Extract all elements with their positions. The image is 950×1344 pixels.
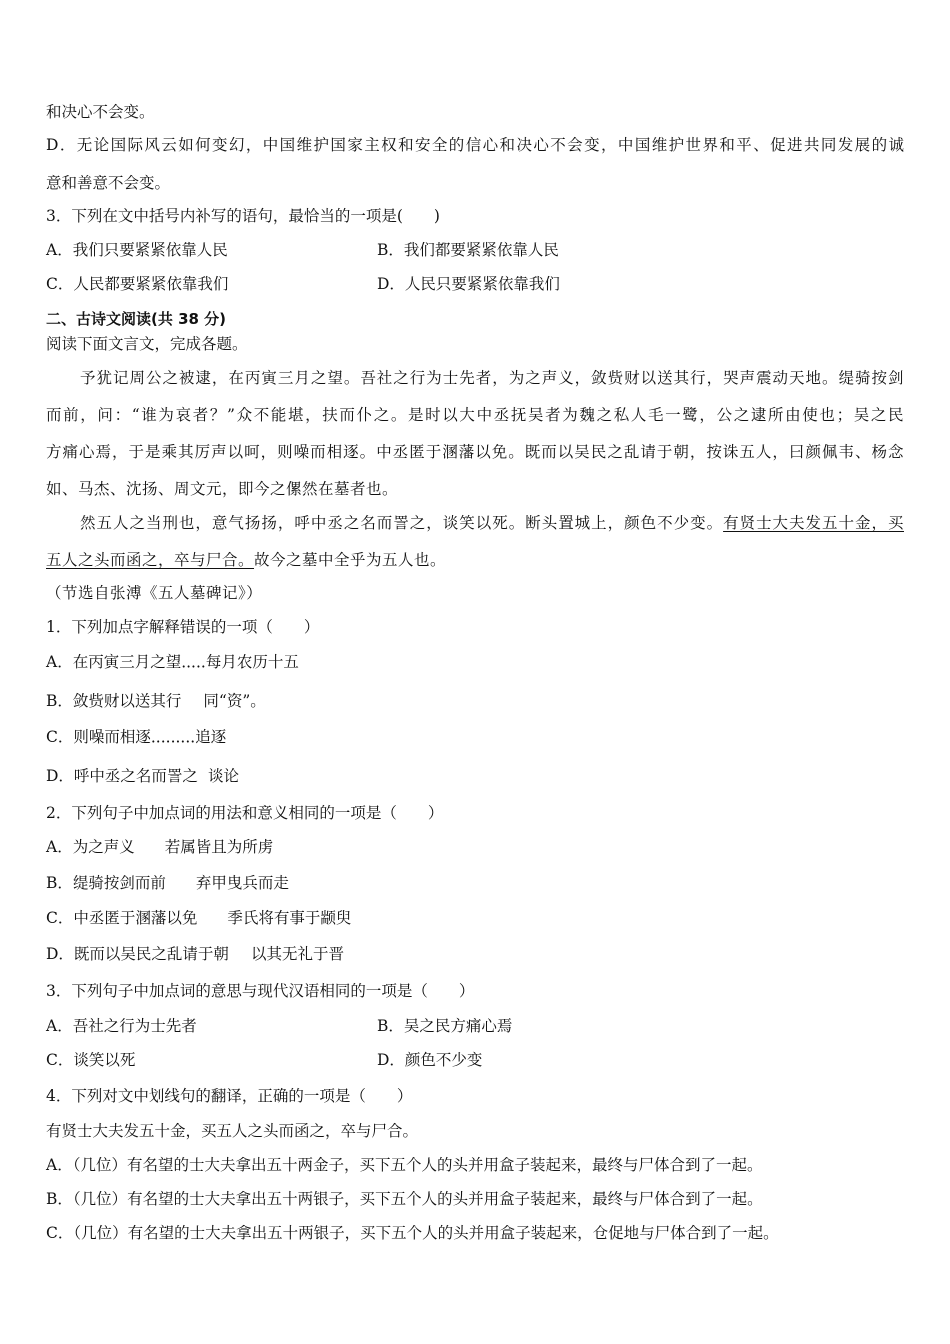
option-text: A．在丙寅三月之望	[46, 653, 182, 671]
option-a: A．我们只要紧紧依靠人民	[46, 241, 228, 259]
question-3-options-row2	[46, 273, 904, 295]
option-text: 以其无礼于晋	[250, 945, 344, 963]
sub-question-2: 2．下列句子中加点词的用法和意义相同的一项是（ ）	[46, 804, 444, 822]
text-line: 意和善意不会变。	[46, 174, 171, 192]
option-text: B．缇骑按剑而前	[46, 874, 166, 892]
option-d: D．颜色不少变	[377, 1051, 483, 1069]
option-b: B．我们都要紧紧依靠人民	[377, 241, 559, 259]
option-text: C．则噪而相逐	[46, 728, 151, 746]
option-text: C．中丞匿于溷藩以免	[46, 909, 198, 927]
question-3-stem: 3．下列在文中括号内补写的语句，最恰当的一项是( )	[46, 207, 440, 225]
sub-question-1-option-a	[46, 651, 299, 676]
option-text: D．呼中丞之名而詈之	[46, 767, 198, 785]
passage-text: 然五人之当刑也，意气扬扬，呼中丞之名而詈之，谈笑以死。断头置城上，颜色不少变。	[80, 514, 724, 532]
source-citation: （节选自张溥《五人墓碑记》）	[46, 584, 263, 602]
sub-question-2-option-a	[46, 836, 273, 858]
option-d-line: D．无论国际风云如何变幻，中国维护国家主权和安全的信心和决心不会变，中国维护世界和平、促进共同发展的诚	[46, 136, 904, 154]
option-text: 弃甲曳兵而走	[195, 874, 289, 892]
option-gloss: 追逐	[195, 728, 227, 746]
emphasis-dots: ·········	[150, 733, 196, 751]
option-text: B．敛赀财以送其行	[46, 692, 182, 710]
sub-question-2-option-d	[46, 943, 344, 965]
question-3-options-row1	[46, 239, 904, 261]
passage-line: 而前，问：“谁为哀者？”众不能堪，扶而仆之。是时以大中丞抚吴者为魏之私人毛一鹭，公之逮所由使也；吴之民	[46, 406, 904, 424]
sub-question-1-option-c	[46, 726, 227, 751]
reading-instruction: 阅读下面文言文，完成各题。	[46, 335, 248, 353]
option-gloss: 每月农历十五	[205, 653, 299, 671]
option-c: C．人民都要紧紧依靠我们	[46, 275, 229, 293]
text-line: 和决心不会变。	[46, 103, 155, 121]
option-gloss: 谈论	[207, 767, 239, 785]
sub-question-2-option-b	[46, 872, 289, 894]
sub-question-4-option-b: B．（几位）有名望的士大夫拿出五十两银子，买下五个人的头并用盒子装起来，最终与尸体合到了一起。	[46, 1190, 763, 1208]
option-c: C．谈笑以死	[46, 1051, 136, 1069]
passage-line	[46, 549, 446, 571]
passage-line	[80, 512, 904, 534]
passage-line: 如、马杰、沈扬、周文元，即今之傫然在墓者也。	[46, 480, 399, 498]
option-b: B．吴之民方痛心焉	[377, 1017, 513, 1035]
sub-question-4-option-c: C．（几位）有名望的士大夫拿出五十两银子，买下五个人的头并用盒子装起来，仓促地与尸体合到了一起。	[46, 1224, 779, 1242]
underlined-sentence: 有贤士大夫发五十金，买	[723, 514, 904, 532]
option-a: A．吾社之行为士先者	[46, 1017, 197, 1035]
sub-question-1-option-d	[46, 765, 239, 787]
sub-question-4-option-a: A．（几位）有名望的士大夫拿出五十两金子，买下五个人的头并用盒子装起来，最终与尸体合到了一起。	[46, 1156, 763, 1174]
sub-question-3: 3．下列句子中加点词的意思与现代汉语相同的一项是（ ）	[46, 982, 475, 1000]
sub-question-3-options-row2	[46, 1049, 904, 1071]
passage-line: 方痛心焉，于是乘其厉声以呵，则噪而相逐。中丞匿于溷藩以免。既而以吴民之乱请于朝，按诛五人，曰颜佩韦、杨念	[46, 443, 904, 461]
sub-question-2-option-c	[46, 907, 351, 929]
sub-question-3-options-row1	[46, 1015, 904, 1037]
option-text: 若属皆且为所虏	[164, 838, 274, 856]
emphasis-dots: ·····	[181, 658, 206, 676]
passage-line: 予犹记周公之被逮，在丙寅三月之望。吾社之行为士先者，为之声义，敛赀财以送其行，哭声震动天地。缇骑按剑	[80, 369, 904, 387]
sub-question-4-quote: 有贤士大夫发五十金，买五人之头而函之，卒与尸合。	[46, 1122, 419, 1140]
option-gloss: 同“资”。	[203, 692, 266, 710]
section-heading: 二、古诗文阅读(共 38 分)	[46, 310, 227, 328]
option-text: 季氏将有事于颛臾	[227, 909, 352, 927]
sub-question-1-option-b	[46, 690, 266, 712]
sub-question-4: 4．下列对文中划线句的翻译，正确的一项是（ ）	[46, 1087, 413, 1105]
option-text: A．为之声义	[46, 838, 135, 856]
option-d: D．人民只要紧紧依靠我们	[377, 275, 560, 293]
underlined-sentence: 五人之头而函之，卒与尸合。	[46, 551, 255, 569]
sub-question-1: 1．下列加点字解释错误的一项（ ）	[46, 618, 320, 636]
passage-text: 故今之墓中全乎为五人也。	[254, 551, 447, 569]
option-text: D．既而以吴民之乱请于朝	[46, 945, 229, 963]
